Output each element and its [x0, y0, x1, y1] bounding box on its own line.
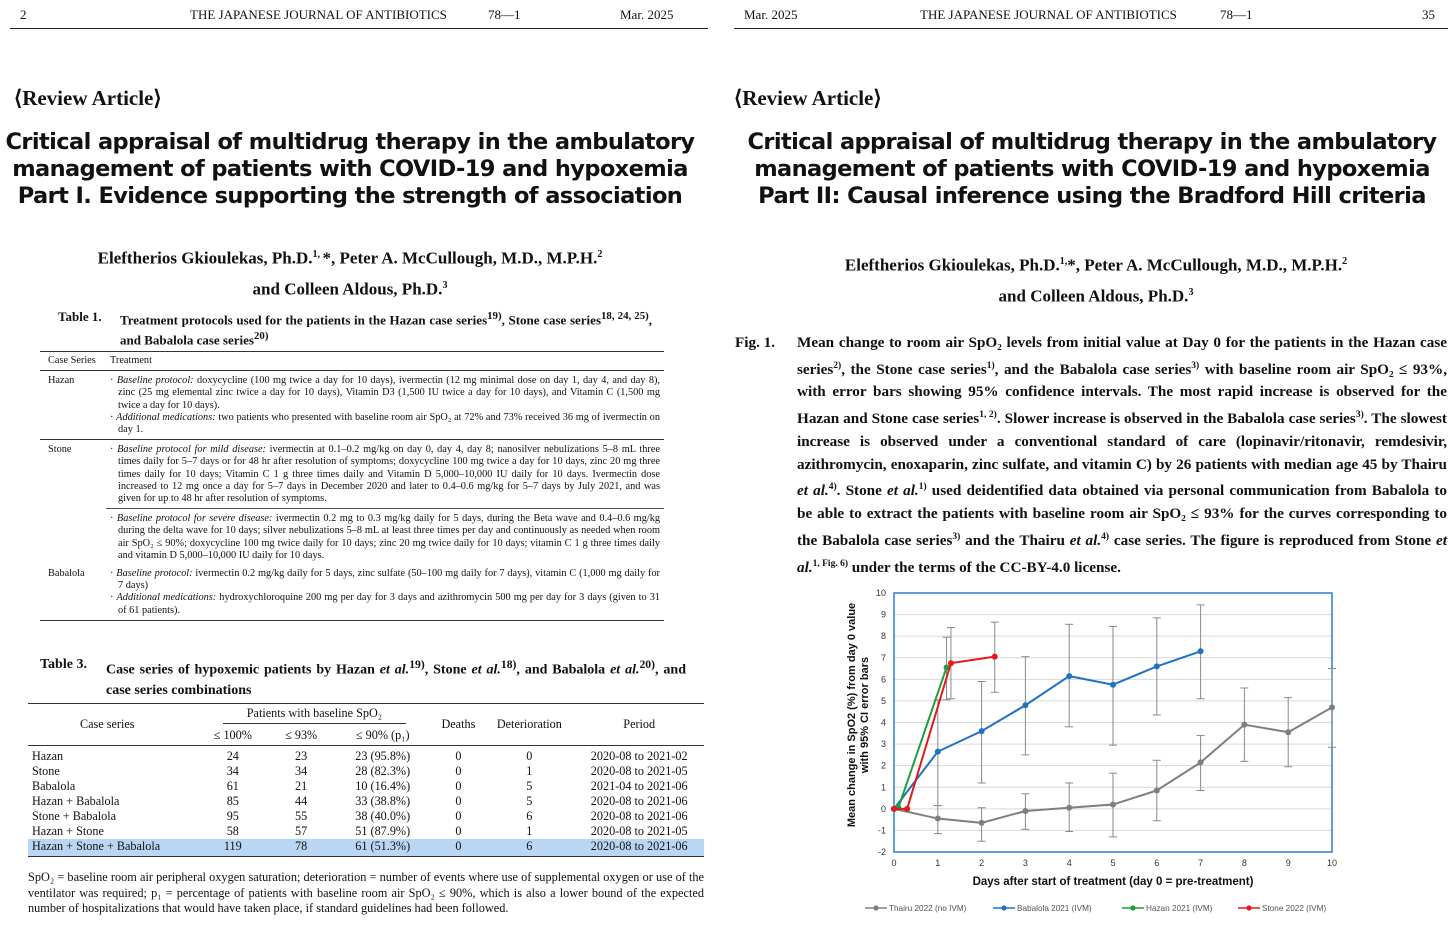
author-list: [0, 241, 700, 302]
legend-swatch-marker: [1130, 905, 1135, 910]
caption-part: . Stone: [836, 482, 888, 500]
count-spo2-100: 24: [226, 749, 239, 763]
x-tick-label: 6: [1154, 858, 1160, 868]
y-tick-label: 1: [880, 782, 886, 793]
caption-part: and the Thairu: [960, 531, 1070, 549]
figure1-label: Fig. 1.: [735, 334, 776, 351]
affiliation-mark: 2: [1342, 256, 1348, 267]
period-range: 2020-08 to 2021-06: [590, 794, 688, 808]
treatment-cell: [106, 509, 664, 564]
deterioration-count: 0: [526, 749, 533, 763]
deterioration-count: 5: [526, 779, 533, 793]
col-header-deterioration: Deterioration: [484, 704, 574, 746]
table1-caption-text: [120, 308, 652, 349]
count-spo2-93: 21: [295, 779, 308, 793]
data-point: [1285, 729, 1291, 735]
protocol-text: hydroxychloroquine 200 mg per day for 3 days and azithromycin 500 mg per day for 3 days (given to 31 of 61 patients).: [118, 592, 660, 616]
deaths-count: 0: [455, 809, 462, 823]
deterioration-count: 5: [526, 794, 533, 808]
protocol-item: [110, 444, 660, 505]
running-head: [10, 6, 708, 29]
table3-case-series: [28, 703, 704, 857]
ref-mark: 18, 24, 25): [601, 310, 649, 322]
author-list: [728, 248, 1456, 309]
spo2-line-chart: [835, 585, 1345, 920]
y-tick-label: 6: [880, 674, 886, 685]
caption-part: with baseline room air SpO₂ ≤ 93%, with error bars showing 95% confidence intervals. The most rapid increase is observed for the Hazan and Stone case series: [797, 360, 1447, 428]
et-al: et al.: [887, 482, 919, 500]
y-tick-label: 4: [880, 717, 886, 728]
col-header-case-series: Case Series: [40, 352, 106, 371]
x-tick-label: 10: [1326, 858, 1338, 868]
protocol-label: Baseline protocol for severe disease:: [116, 513, 273, 525]
affiliation-mark: 3: [1188, 286, 1194, 298]
table-row: [40, 371, 664, 440]
author-name: *, Peter A. McCullough, M.D., M.P.H.: [1067, 255, 1343, 275]
caption-part: , and Babalola case series: [120, 312, 652, 348]
deterioration-count: 1: [526, 824, 533, 838]
x-tick-label: 1: [935, 858, 941, 868]
count-spo2-93: 57: [295, 824, 308, 838]
data-point: [1198, 759, 1204, 765]
title-line: Critical appraisal of multidrug therapy in the ambulatory: [5, 129, 695, 155]
count-spo2-90: 23 (95.8%): [355, 749, 411, 763]
data-point: [948, 660, 954, 666]
caption-part: Treatment protocols used for the patients in the Hazan case series: [120, 312, 488, 328]
data-point: [1198, 648, 1204, 654]
ref-mark: 18): [500, 658, 517, 671]
deaths-count: 0: [455, 794, 462, 808]
treatment-cell: [106, 440, 664, 509]
journal-name: THE JAPANESE JOURNAL OF ANTIBIOTICS: [920, 7, 1177, 22]
affiliation-mark: 1,: [1059, 256, 1068, 267]
legend-label: Thairu 2022 (no IVM): [889, 904, 967, 913]
journal-volume: 78—1: [488, 7, 521, 22]
title-line: management of patients with COVID-19 and hypoxemia: [12, 156, 688, 182]
data-point: [1154, 787, 1160, 793]
caption-part: . Slower increase is observed in the Babalola case series: [996, 410, 1356, 428]
deaths-count: 0: [455, 779, 462, 793]
caption-part: , the Stone case series: [841, 360, 987, 378]
caption-part: case series. The figure is reproduced from Stone: [1109, 531, 1437, 549]
case-series-name: Hazan + Babalola: [32, 794, 120, 808]
page-gutter: [718, 0, 728, 926]
author-name: and Colleen Aldous, Ph.D.: [998, 286, 1189, 306]
data-point: [1110, 802, 1116, 808]
protocol-label: Additional medications:: [116, 411, 216, 423]
y-tick-label: 3: [880, 739, 886, 750]
data-point: [1329, 704, 1335, 710]
case-series-name: Babalola: [32, 779, 76, 793]
col-header-spo2-100: ≤ 100%: [196, 726, 269, 746]
chart-legend: [865, 904, 1326, 913]
count-spo2-90: 61 (51.3%): [333, 839, 433, 857]
table-row: [28, 764, 704, 779]
journal-volume: 78—1: [1220, 7, 1253, 22]
col-header-patients: [196, 704, 432, 727]
ref-mark: 4): [828, 482, 837, 493]
data-point: [891, 806, 897, 812]
y-axis-label: with 95% CI error bars: [859, 656, 871, 774]
title-line: Critical appraisal of multidrug therapy in the ambulatory: [747, 129, 1437, 155]
count-spo2-93: 44: [295, 794, 308, 808]
col-header-treatment: Treatment: [106, 352, 664, 371]
table-row: [28, 794, 704, 809]
protocol-text: ivermectin 0.2 mg to 0.3 mg/kg daily for 5 days, during the Beta wave and 0.4–0.6 mg/kg during the delta wave for 10 days; silver nebulizations 5–8 mL at least three times per day and continuously as needed when room air SpO₂ ≤ 90%; doxycycline 100 mg twice daily for 10 days; zinc 20 mg twice daily for 10 days; vitamin C 1 g three times daily and vitamin D 5,000–10,000 IU daily for 10 days.: [118, 513, 660, 561]
y-tick-label: 9: [880, 609, 886, 620]
caption-part: . The slowest increase is observed under a conventional standard of care (lopinavir/ritonavir, remdesivir, azithromycin, enoxaparin, zinc sulfate, and vitamin C) by 26 patients with median age 45 by Thairu: [797, 410, 1447, 473]
table3-footnote: SpO₂ = baseline room air peripheral oxygen saturation; deterioration = number of events where use of supplemental oxygen or use of the ventilator was required; p₁ = percentage of patients with baseline room air SpO₂ ≤ 90%, which is also a lower bound of the expected number of hospitalizations that would have taken place, if standard guidelines had been followed.: [28, 870, 704, 915]
author-name: Eleftherios Gkioulekas, Ph.D.: [97, 248, 313, 268]
count-spo2-90: 28 (82.3%): [355, 764, 411, 778]
deterioration-count: 6: [526, 809, 533, 823]
count-spo2-90: 10 (16.4%): [355, 779, 411, 793]
deaths-count: 0: [455, 764, 462, 778]
data-point: [1022, 702, 1028, 708]
deaths-count: 0: [433, 839, 485, 857]
count-spo2-90: 38 (40.0%): [355, 809, 411, 823]
protocol-text: ivermectin at 0.1–0.2 mg/kg on day 0, day 4, day 8; nanosilver nebulizations 5–8 mL three times daily for 5–7 days or for 48 hr after resolution of symptoms; doxycycline 100 mg twice a day for 10 days, zinc 20 mg three times daily for 10 days; Vitamin C 1 g three times daily and Vitamin D 5,000–10,000 IU daily for 10 days. Ivermectin dose increased to 12 mg once a day for 5–7 days in December 2020 and later to 0.4–0.6 mg/kg for 5–7 days by July 2021, and was given for up to 48 hr after resolution of symptoms.: [118, 444, 660, 505]
deterioration-count: 6: [484, 839, 574, 857]
x-axis-label: Days after start of treatment (day 0 = pre-treatment): [972, 876, 1254, 888]
protocol-item: [110, 412, 660, 436]
affiliation-mark: 2: [597, 249, 603, 260]
table-row: [40, 509, 664, 564]
caption-part: used deidentified data obtained via personal communication from Babalola to be able to extract the patients with baseline room air SpO₂ ≤ 93% for the curves corresponding to the Babalola case series: [797, 482, 1447, 549]
data-point: [1066, 805, 1072, 811]
count-spo2-93: 34: [295, 764, 308, 778]
y-tick-label: 5: [880, 695, 886, 706]
authors-line: [728, 248, 1456, 279]
count-spo2-100: 34: [226, 764, 239, 778]
caption-part: , Stone case series: [501, 312, 601, 328]
count-spo2-90: 51 (87.9%): [355, 824, 411, 838]
data-point: [992, 654, 998, 660]
case-series-name: Hazan + Stone: [32, 824, 104, 838]
y-tick-label: 8: [880, 631, 886, 642]
caption-part: , and case series combinations: [106, 662, 686, 698]
table1-label: Table 1.: [58, 309, 102, 324]
authors-line: [0, 241, 700, 272]
data-point: [979, 820, 985, 826]
deaths-count: 0: [455, 824, 462, 838]
legend-item: [865, 904, 967, 913]
legend-swatch-marker: [1001, 905, 1006, 910]
ref-mark: 1): [986, 360, 995, 371]
et-al: et al.: [1069, 531, 1102, 549]
x-tick-label: 5: [1110, 858, 1116, 868]
count-spo2-90: 33 (38.8%): [355, 794, 411, 808]
page-number: 2: [20, 7, 27, 22]
data-point: [1154, 663, 1160, 669]
count-spo2-100: 61: [226, 779, 239, 793]
data-point: [904, 806, 910, 812]
issue-date: Mar. 2025: [620, 7, 674, 22]
period-range: 2020-08 to 2021-02: [590, 749, 688, 763]
caption-part: , Stone: [424, 662, 472, 678]
case-series-name: Stone + Babalola: [32, 809, 117, 823]
legend-item: [993, 904, 1092, 913]
article-title: [0, 129, 700, 210]
legend-label: Hazan 2021 (IVM): [1146, 904, 1213, 913]
data-point: [1066, 673, 1072, 679]
page-number: 35: [1422, 7, 1435, 22]
y-tick-label: 0: [880, 803, 886, 814]
article-type: ⟨Review Article⟩: [14, 86, 162, 110]
y-axis-ticks: [876, 588, 886, 857]
table3-caption-text: [106, 655, 686, 701]
ref-mark: 3): [1355, 410, 1364, 421]
count-spo2-100: 85: [226, 794, 239, 808]
ref-mark: 1): [918, 482, 927, 493]
count-spo2-100: 95: [226, 809, 239, 823]
col-header-case-series: Case series: [28, 704, 196, 746]
issue-date: Mar. 2025: [744, 7, 798, 22]
article-type: ⟨Review Article⟩: [734, 86, 882, 110]
table-row: [28, 779, 704, 794]
col-header-spo2-93: ≤ 93%: [269, 726, 333, 746]
figure1-caption-text: [797, 332, 1447, 579]
y-tick-label: 2: [880, 760, 886, 771]
authors-line: [0, 272, 700, 303]
left-journal-page: [0, 0, 718, 926]
y-tick-label: -1: [877, 825, 886, 836]
author-name: and Colleen Aldous, Ph.D.: [252, 279, 443, 299]
col-header-spo2-90: ≤ 90% (p₁): [333, 726, 433, 746]
period-range: 2020-08 to 2021-05: [590, 824, 688, 838]
caption-part: , and the Babalola case series: [994, 360, 1192, 378]
col-header-deaths: Deaths: [433, 704, 485, 746]
deterioration-count: 1: [526, 764, 533, 778]
ref-mark: 20): [639, 658, 656, 671]
treatment-cell: [106, 371, 664, 440]
table-row: [40, 440, 664, 509]
ref-mark: 2): [833, 360, 842, 371]
y-tick-label: -2: [877, 847, 886, 857]
legend-label: Babalola 2021 (IVM): [1017, 904, 1092, 913]
et-al: et al.: [797, 482, 829, 500]
x-tick-label: 9: [1285, 858, 1291, 868]
ref-mark: 3): [1191, 360, 1200, 371]
journal-name: THE JAPANESE JOURNAL OF ANTIBIOTICS: [190, 7, 447, 22]
data-point: [935, 816, 941, 822]
protocol-item: [110, 375, 660, 412]
authors-line: [728, 279, 1456, 310]
running-head: [734, 6, 1448, 29]
table-row: [28, 809, 704, 824]
data-point: [979, 728, 985, 734]
count-spo2-93: 23: [295, 749, 308, 763]
title-line: Part I. Evidence supporting the strength of association: [17, 183, 683, 209]
period-range: 2020-08 to 2021-06: [590, 809, 688, 823]
x-tick-label: 2: [979, 858, 985, 868]
protocol-label: Baseline protocol:: [116, 568, 193, 580]
ref-mark: 19): [487, 310, 502, 322]
legend-swatch-marker: [873, 905, 878, 910]
ref-mark: 4): [1101, 531, 1110, 542]
count-spo2-93: 55: [295, 809, 308, 823]
case-name: Stone: [48, 444, 72, 456]
caption-part: Case series of hypoxemic patients by Hazan: [106, 662, 380, 678]
table-row: [28, 824, 704, 839]
caption-part: Mean change to room air SpO₂ levels from initial value at Day 0 for the patients in the Hazan case series: [797, 334, 1447, 378]
table-row: [28, 746, 704, 765]
table-row: [40, 564, 664, 620]
x-tick-label: 4: [1066, 858, 1072, 868]
ref-mark: 19): [409, 658, 425, 671]
period-range: 2021-04 to 2021-06: [590, 779, 688, 793]
protocol-label: Baseline protocol for mild disease:: [117, 444, 266, 456]
x-axis-ticks: [891, 858, 1337, 868]
period-range: 2020-08 to 2021-05: [590, 764, 688, 778]
data-point: [935, 749, 941, 755]
deaths-count: 0: [455, 749, 462, 763]
legend-item: [1238, 904, 1326, 913]
y-tick-label: 7: [880, 652, 886, 663]
series-line-babalola-2021-ivm: [894, 651, 1201, 809]
protocol-item: [110, 568, 660, 592]
ref-mark: 1, 2): [979, 410, 997, 421]
caption-part: under the terms of the CC-BY-4.0 license.: [847, 558, 1121, 576]
title-line: management of patients with COVID-19 and hypoxemia: [754, 156, 1430, 182]
affiliation-mark: 3: [442, 279, 448, 291]
table3-label: Table 3.: [40, 657, 87, 672]
treatment-cell: [106, 564, 664, 620]
affiliation-mark: 1,: [312, 249, 323, 260]
protocol-text: doxycycline (100 mg twice a day for 10 days), ivermectin (12 mg minimal dose on day 1, day 4, and day 8), zinc (25 mg elemental zinc twice a day for 10 days), Vitamin D3 (1,500 IU twice a day for 10 days), and Vitamin C (1,500 mg twice a day for 10 days).: [118, 375, 660, 411]
case-name: Hazan: [40, 371, 106, 440]
table1-treatment-protocols: [40, 351, 664, 621]
x-tick-label: 0: [891, 858, 897, 868]
data-point: [1022, 808, 1028, 814]
case-series-name: Stone: [32, 764, 60, 778]
case-series-name: Hazan: [32, 749, 64, 763]
author-name: Eleftherios Gkioulekas, Ph.D.: [844, 255, 1060, 275]
et-al: et al.: [471, 662, 501, 678]
count-spo2-93: 78: [269, 839, 333, 857]
et-al: et al.: [610, 662, 640, 678]
protocol-text: ivermectin 0.2 mg/kg daily for 5 days, zinc sulfate (50–100 mg daily for 7 days), vitamin C (1,000 mg daily for 7 days): [118, 568, 660, 592]
x-tick-label: 3: [1022, 858, 1028, 868]
table-row: [28, 839, 704, 857]
title-line: Part II: Causal inference using the Bradford Hill criteria: [758, 183, 1426, 209]
article-title: [728, 129, 1456, 210]
protocol-label: Baseline protocol:: [116, 375, 194, 387]
caption-part: , and Babalola: [516, 662, 611, 678]
case-name: Babalola: [40, 564, 106, 620]
legend-label: Stone 2022 (IVM): [1262, 904, 1327, 913]
x-tick-label: 8: [1241, 858, 1247, 868]
y-tick-label: 10: [875, 588, 886, 598]
col-header-period: Period: [574, 704, 704, 746]
et-al: et al.: [797, 531, 1447, 576]
count-spo2-100: 119: [196, 839, 269, 857]
empty-cell: [40, 509, 106, 564]
y-axis-label: Mean change in SpO2 (%) from day 0 value: [846, 602, 858, 828]
protocol-text: two patients who presented with baseline room air SpO₂ at 72% and 73% received 36 mg of ivermectin on day 1.: [118, 411, 660, 436]
legend-item: [1122, 904, 1213, 913]
count-spo2-100: 58: [226, 824, 239, 838]
ref-mark: 1, Fig. 6): [812, 558, 848, 569]
ref-mark: 20): [253, 330, 269, 343]
protocol-label: Additional medications:: [116, 592, 217, 604]
data-point: [1241, 722, 1247, 728]
et-al: et al.: [379, 662, 410, 678]
x-tick-label: 7: [1198, 858, 1204, 868]
period-range: 2020-08 to 2021-06: [574, 839, 704, 857]
case-series-name: Hazan + Stone + Babalola: [28, 839, 196, 857]
author-name: *, Peter A. McCullough, M.D., M.P.H.: [322, 248, 598, 268]
protocol-item: [110, 513, 660, 562]
legend-swatch-marker: [1246, 905, 1251, 910]
data-point: [1110, 682, 1116, 688]
header-text: Patients with baseline SpO₂: [223, 706, 406, 724]
protocol-item: [110, 592, 660, 616]
ref-mark: 3): [952, 531, 961, 542]
